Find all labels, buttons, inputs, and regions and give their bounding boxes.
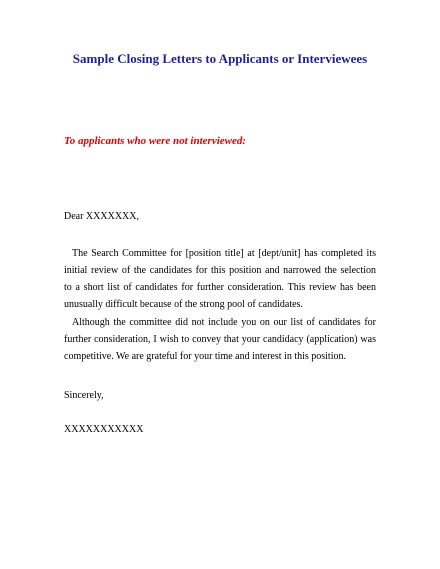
paragraph-1-line: initial review of the candidates for this position and narrowed the selection (64, 265, 376, 276)
paragraph-2-line: further consideration, I wish to convey that your candidacy (application) was (64, 334, 376, 345)
paragraph-2-line: competitive. We are grateful for your time and interest in this position. (64, 351, 346, 362)
paragraph-1-line: to a short list of candidates for further consideration. This review has been (64, 282, 376, 293)
closing: Sincerely, (64, 390, 104, 401)
paragraph-2-line: Although the committee did not include you on our list of candidates for (72, 317, 376, 328)
paragraph-1 (64, 245, 376, 313)
section-heading: To applicants who were not interviewed: (64, 135, 247, 147)
document-title: Sample Closing Letters to Applicants or Interviewees (72, 51, 368, 66)
paragraph-2 (64, 314, 376, 365)
paragraph-1-line: The Search Committee for [position title] at [dept/unit] has completed its (72, 248, 376, 259)
salutation: Dear XXXXXXX, (64, 211, 139, 222)
signature-placeholder: XXXXXXXXXXX (64, 424, 144, 435)
paragraph-1-line: unusually difficult because of the strong pool of candidates. (64, 299, 303, 310)
